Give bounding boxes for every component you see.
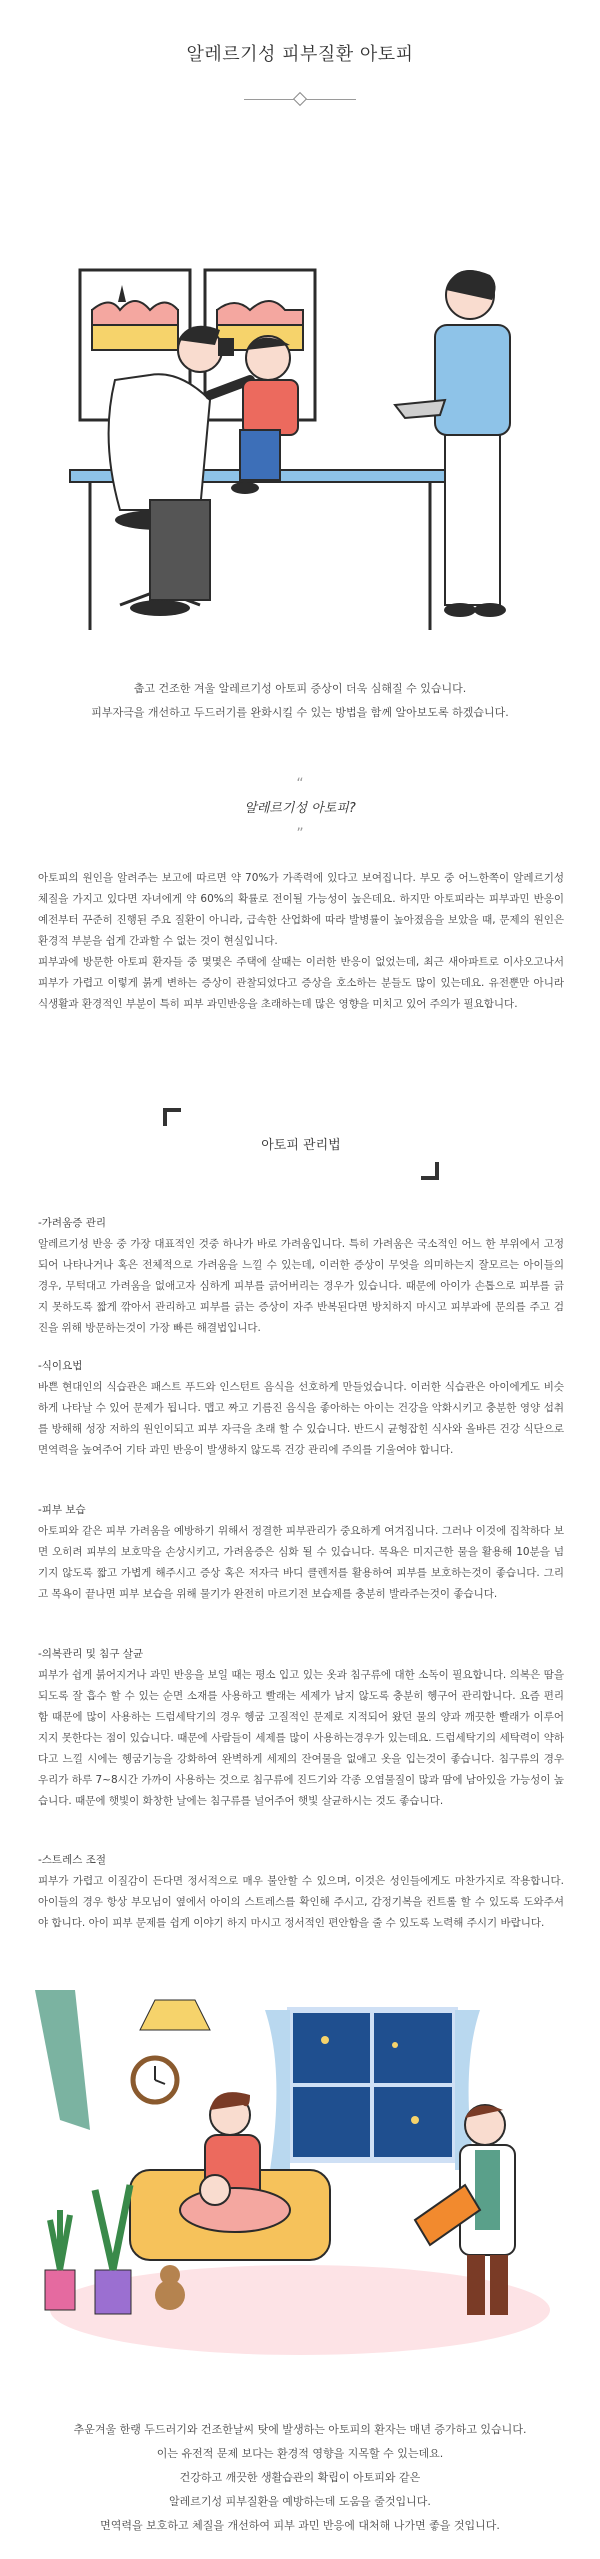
section-title: -스트레스 조절 — [38, 1854, 106, 1866]
section-title: -식이요법 — [38, 1360, 83, 1372]
description-block — [38, 868, 564, 1015]
description-paragraph: 아토피의 원인을 알려주는 보고에 따르면 약 70%가 가족력에 있다고 보여집니다. 부모 중 어느한쪽이 알레르기성 체질을 가지고 있다면 자녀에게 약 60%의 확률로 전이될 가능성이 높은데요. 하지만 아토피라는 피부과민 반응이 예전부터 꾸준히 진행된 주요 질환이 아니라, 급속한 산업화에 따라 발병률이 높아졌음을 보았을 때, 문제의 원인은 환경적 부분을 쉽게 간과할 수 없는 것이 현실입니다. — [38, 872, 564, 947]
open-quote-mark: “ — [296, 776, 304, 792]
close-quote-mark: ” — [296, 826, 304, 842]
diamond-ornament — [293, 92, 307, 106]
doctor-examination-illustration — [60, 230, 520, 630]
section-body: 알레르기성 반응 중 가장 대표적인 것중 하나가 바로 가려움입니다. 특히 가려움은 국소적인 어느 한 부위에서 고정되어 나타나거나 혹은 전체적으로 가려움을 느낄 수 있는데, 이러한 증상이 무엇을 의미하는지 잘모르는 아이들의 경우, 무턱대고 가려움을 없애고자 심하게 피부를 긁어버리는 경우가 있습니다. 때문에 아이가 손톱으로 피부를 긁지 못하도록 짧게 깎아서 관리하고 피부를 긁는 증상이 자주 반복된다면 방치하지 마시고 피부과에 문의를 주고 검진을 위해 방문하는것이 가장 빠른 해결법입니다. — [38, 1238, 564, 1334]
closing-line: 추운겨울 한랭 두드러기와 건조한날씨 탓에 발생하는 아토피의 환자는 매년 증가하고 있습니다. — [73, 2423, 527, 2436]
family-home-illustration — [35, 1970, 565, 2370]
page-title: 알레르기성 피부질환 아토피 — [186, 44, 414, 65]
closing-line: 알레르기성 피부질환을 예방하는데 도움을 줄것입니다. — [169, 2495, 431, 2508]
closing-line: 이는 유전적 문제 보다는 환경적 영향을 지목할 수 있는데요. — [156, 2447, 444, 2460]
description-paragraph: 피부과에 방문한 아토피 환자들 중 몇몇은 주택에 살때는 이러한 반응이 없었는데, 최근 새아파트로 이사오고나서 피부가 가렵고 이렇게 붉게 변하는 증상이 관찰되었다고 증상을 호소하는 분들도 많이 있는데요. 유전뿐만 아니라 식생활과 환경적인 부분이 특히 피부 과민반응을 초래하는데 많은 영향을 미치고 있어 주의가 필요합니다. — [38, 956, 564, 1010]
management-title: 아토피 관리법 — [261, 1138, 341, 1153]
section-clothing-bedding — [38, 1644, 564, 1812]
section-title: -의복관리 및 침구 살균 — [38, 1648, 144, 1660]
section-body: 아토피와 같은 피부 가려움을 예방하기 위해서 정결한 피부관리가 중요하게 여겨집니다. 그러나 이것에 집착하다 보면 오히려 피부의 보호막을 손상시키고, 가려움증은 심화 될 수 있습니다. 목욕은 미지근한 물을 활용해 10분을 넘기지 않도록 짧고 가볍게 해주시고 증상 혹은 저자극 바디 클렌저를 활용하여 피부를 보호하는것이 좋습니다. 그리고 목욕이 끝나면 피부 보습을 위해 물기가 완전히 마르기전 보습제를 충분히 발라주는것이 좋습니다. — [38, 1525, 564, 1600]
section-title: -가려움증 관리 — [38, 1217, 106, 1229]
title-divider — [244, 99, 356, 100]
section-body: 바쁜 현대인의 식습관은 패스트 푸드와 인스턴트 음식을 선호하게 만들었습니다. 이러한 식습관은 아이에게도 비슷하게 나타날 수 있어 문제가 됩니다. 맵고 짜고 기름진 음식을 좋아하는 아이는 건강을 악화시키고 충분한 영양 섭취를 방해해 성장 저하의 원인이되고 피부 자극을 초래 할 수 있습니다. 반드시 균형잡힌 식사와 올바른 건강 식단으로 면역력을 높여주어 기타 과민 반응이 발생하지 않도록 건강 관리에 주의를 기울여야 합니다. — [38, 1381, 564, 1456]
bracket-bottom-right — [421, 1162, 439, 1180]
section-title: -피부 보습 — [38, 1504, 86, 1516]
section-diet — [38, 1356, 564, 1461]
bracket-top-left — [163, 1108, 181, 1126]
doctor-scene-svg — [60, 230, 520, 630]
closing-line: 면역력을 보호하고 체질을 개선하여 피부 과민 반응에 대처해 나가면 좋을 것입니다. — [100, 2519, 500, 2532]
section-body: 피부가 쉽게 붉어지거나 과민 반응을 보일 때는 평소 입고 있는 옷과 침구류에 대한 소독이 필요합니다. 의복은 땀을 되도록 잘 흡수 할 수 있는 순면 소재를 사용하고 빨래는 세제가 남지 않도록 충분히 헹구어 관리합니다. 요즘 편리함 때문에 많이 사용하는 드럼세탁기의 경우 헹굼 고질적인 문제로 지적되어 왔던 물의 양과 깨끗한 빨래가 이루어지지 못한다는 점이 있습니다. 때문에 사람들이 세제를 많이 사용하는경우가 있는데요. 드럼세탁기의 세탁력이 약하다고 느낄 시에는 헹굼기능을 강화하여 완벽하게 세제의 잔여물을 없애고 옷을 입는것이 좋습니다. 침구류의 경우 우리가 하루 7~8시간 가까이 사용하는 것으로 침구류에 진드기와 각종 오염물질이 많과 땀에 남아있을 가능성이 높습니다. 때문에 햇빛이 화창한 날에는 침구류를 널어주어 햇빛 살균하시는 것도 좋습니다. — [38, 1669, 564, 1807]
section-itch-care — [38, 1213, 564, 1339]
question-heading: 알레르기성 아토피? — [244, 801, 356, 816]
section-moisturizing — [38, 1500, 564, 1605]
intro-line: 피부자극을 개선하고 두드러기를 완화시킬 수 있는 방법을 함께 알아보도록 하겠습니다. — [91, 706, 509, 719]
section-stress — [38, 1850, 564, 1934]
section-body: 피부가 가렵고 이질감이 든다면 정서적으로 매우 불안할 수 있으며, 이것은 성인들에게도 마찬가지로 작용합니다. 아이들의 경우 항상 부모님이 옆에서 아이의 스트레스를 확인해 주시고, 감정기복을 컨트롤 할 수 있도록 도와주셔야 합니다. 아이 피부 문제를 쉽게 이야기 하지 마시고 정서적인 편안함을 줄 수 있도록 노력해 주시기 바랍니다. — [38, 1875, 564, 1929]
management-title-box — [163, 1108, 439, 1180]
home-scene-svg — [35, 1970, 565, 2370]
closing-text — [0, 2418, 600, 2538]
closing-line: 건강하고 깨끗한 생활습관의 확립이 아토피와 같은 — [179, 2471, 421, 2484]
intro-text — [0, 677, 600, 725]
intro-line: 춥고 건조한 겨울 알레르기성 아토피 증상이 더욱 심해질 수 있습니다. — [133, 682, 467, 695]
